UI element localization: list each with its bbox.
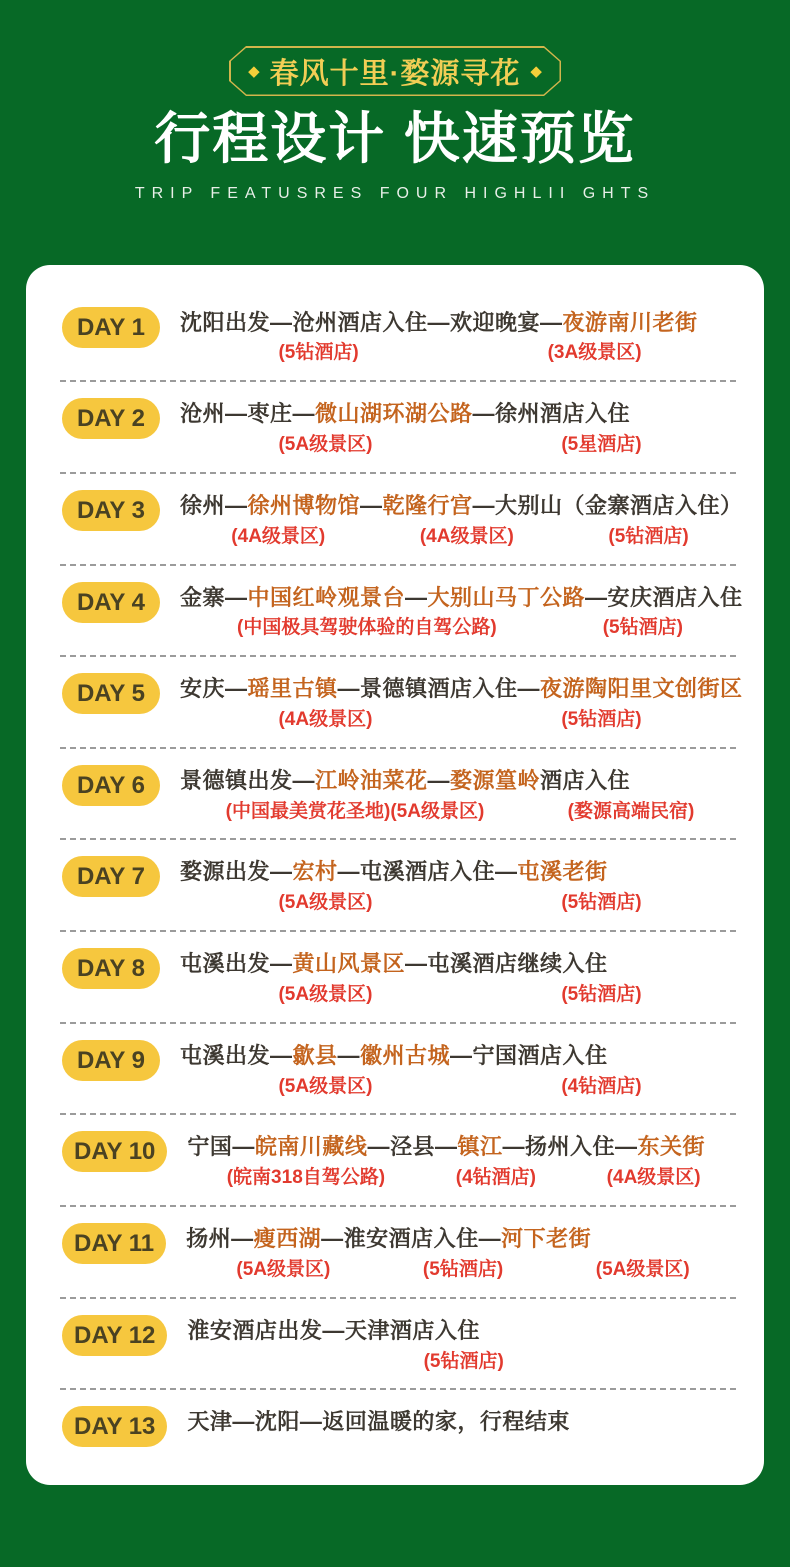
route-segment: 酒店入住 — [540, 767, 631, 793]
route-segment-highlight: 夜游南川老街 — [562, 309, 698, 335]
route-segment-highlight: 东关街 — [637, 1134, 705, 1160]
itinerary-card — [26, 265, 764, 1486]
route-segment-highlight: 徽州古城 — [360, 1042, 451, 1068]
day-route — [180, 856, 740, 888]
route-segment: 淮安酒店出发—天津酒店入住 — [187, 1317, 480, 1343]
day-separator — [60, 1113, 736, 1115]
day-notes — [180, 433, 740, 457]
route-segment: 景德镇出发— — [180, 767, 316, 793]
day-text — [187, 1315, 740, 1374]
day-badge: DAY 5 — [62, 673, 160, 714]
day-block — [56, 1131, 740, 1207]
day-notes — [180, 891, 740, 915]
day-block — [56, 1315, 740, 1391]
day-notes — [187, 1350, 740, 1374]
day-separator — [60, 838, 736, 840]
note-item: (5A级景区) — [278, 434, 373, 456]
route-segment: —大别山（金寨酒店入住） — [472, 492, 743, 518]
route-segment: 安庆— — [180, 676, 248, 702]
route-segment-highlight: 镇江 — [457, 1134, 503, 1160]
note-item: (中国极具驾驶体验的自驾公路) — [237, 617, 497, 639]
day-route — [180, 765, 740, 797]
route-segment: 婺源出发— — [180, 859, 293, 885]
day-route — [186, 1223, 740, 1255]
note-item: (4A级景区) — [606, 1167, 701, 1189]
day-text — [180, 673, 743, 732]
note-item: (5钻酒店) — [602, 617, 683, 639]
day-badge: DAY 11 — [62, 1223, 166, 1264]
note-item: (5A级景区) — [278, 1075, 373, 1097]
day-block — [56, 856, 740, 932]
route-segment-highlight: 大别山马丁公路 — [427, 584, 586, 610]
day-row — [56, 856, 740, 915]
route-segment: —安庆酒店入住 — [585, 584, 743, 610]
diamond-left-icon: ◆ — [248, 62, 260, 80]
route-segment: 扬州— — [186, 1226, 254, 1251]
day-notes — [180, 983, 740, 1007]
day-separator — [60, 655, 736, 657]
day-badge: DAY 2 — [62, 398, 160, 439]
day-route — [180, 582, 743, 614]
day-notes — [180, 525, 740, 549]
day-notes — [186, 1258, 740, 1282]
route-segment: —屯溪酒店入住— — [337, 859, 518, 885]
poster-background — [0, 46, 790, 1567]
day-notes — [180, 616, 740, 640]
day-text — [180, 398, 740, 457]
day-text — [187, 1131, 740, 1190]
day-route — [180, 948, 740, 980]
route-segment-highlight: 宏村 — [292, 859, 338, 885]
day-badge: DAY 6 — [62, 765, 160, 806]
day-badge: DAY 9 — [62, 1040, 160, 1081]
route-segment: — — [360, 492, 383, 518]
day-block — [56, 398, 740, 474]
day-notes — [180, 341, 740, 365]
route-segment: 沧州—枣庄— — [180, 401, 316, 427]
route-segment: — — [427, 767, 451, 793]
day-separator — [60, 747, 736, 749]
note-item: (皖南318自驾公路) — [226, 1167, 386, 1189]
day-block — [56, 765, 740, 841]
day-row — [56, 398, 740, 457]
route-segment-highlight: 中国红岭观景台 — [247, 584, 406, 610]
route-segment: — — [405, 584, 428, 610]
route-segment: —扬州入住— — [502, 1134, 638, 1160]
route-segment: 天津—沈阳—返回温暖的家，行程结束 — [187, 1409, 570, 1435]
day-separator — [60, 564, 736, 566]
route-segment-highlight: 屯溪老街 — [517, 859, 608, 885]
day-row — [56, 765, 740, 824]
route-segment: —宁国酒店入住 — [450, 1042, 608, 1068]
route-segment-highlight: 瑶里古镇 — [247, 676, 338, 702]
day-separator — [60, 1022, 736, 1024]
route-segment: —景德镇酒店入住— — [337, 676, 541, 702]
day-badge: DAY 10 — [62, 1131, 167, 1172]
day-text — [180, 582, 743, 641]
day-notes — [180, 708, 740, 732]
day-text — [186, 1223, 740, 1282]
route-segment: 屯溪出发— — [180, 1042, 293, 1068]
day-block — [56, 1406, 740, 1447]
route-segment-highlight: 乾隆行宫 — [382, 492, 473, 518]
day-row — [56, 307, 740, 366]
header-ribbon — [229, 46, 561, 96]
note-item: (5钻酒店) — [422, 1258, 504, 1280]
diamond-right-icon: ◆ — [530, 62, 542, 80]
note-item: (3A级景区) — [547, 342, 642, 364]
note-item: (5钻酒店) — [278, 342, 359, 364]
day-badge: DAY 12 — [62, 1315, 167, 1356]
note-item: (中国最美赏花圣地)(5A级景区) — [225, 800, 485, 822]
route-segment-highlight: 微山湖环湖公路 — [315, 401, 473, 427]
day-route — [187, 1315, 740, 1347]
note-item: (婺源高端民宿) — [567, 800, 695, 822]
route-segment: 金寨— — [180, 584, 248, 610]
note-item: (5钻酒店) — [561, 709, 642, 731]
day-block — [56, 1223, 740, 1299]
note-item: (5钻酒店) — [608, 525, 689, 547]
day-notes — [187, 1166, 740, 1190]
route-segment: —屯溪酒店继续入住 — [405, 951, 608, 977]
day-separator — [60, 930, 736, 932]
day-text — [180, 948, 740, 1007]
day-row — [56, 1315, 740, 1374]
route-segment-highlight: 江岭油菜花 — [315, 767, 428, 793]
ribbon-label: 春风十里·婺源寻花 — [269, 57, 521, 90]
day-notes — [180, 1075, 740, 1099]
day-text — [180, 856, 740, 915]
day-route — [187, 1406, 740, 1438]
route-segment: 沈阳出发—沧州酒店入住—欢迎晚宴— — [180, 309, 563, 335]
day-text — [180, 490, 743, 549]
note-item: (4A级景区) — [231, 525, 326, 547]
day-block — [56, 673, 743, 749]
route-segment-highlight: 皖南川藏线 — [254, 1134, 368, 1160]
page-title: 行程设计 快速预览 — [154, 107, 636, 170]
route-segment: — — [337, 1042, 361, 1068]
route-segment: 屯溪出发— — [180, 951, 293, 977]
day-row — [56, 490, 743, 549]
day-row — [56, 1040, 740, 1099]
day-notes — [180, 800, 740, 824]
day-block — [56, 307, 740, 383]
day-text — [180, 307, 740, 366]
route-segment-highlight: 河下老街 — [501, 1226, 592, 1251]
note-item: (5钻酒店) — [561, 892, 642, 914]
note-item: (4钻酒店) — [455, 1167, 536, 1189]
day-block — [56, 1040, 740, 1116]
note-item: (5A级景区) — [595, 1258, 690, 1280]
day-badge: DAY 4 — [62, 582, 160, 623]
day-badge: DAY 8 — [62, 948, 160, 989]
day-route — [180, 490, 743, 522]
note-item: (5A级景区) — [278, 892, 373, 914]
route-segment-highlight: 瘦西湖 — [253, 1226, 322, 1251]
route-segment: —徐州酒店入住 — [472, 401, 631, 427]
day-badge: DAY 7 — [62, 856, 160, 897]
day-row — [56, 582, 743, 641]
note-item: (5A级景区) — [278, 983, 373, 1005]
day-text — [180, 1040, 740, 1099]
day-text — [187, 1406, 740, 1438]
day-separator — [60, 1205, 736, 1207]
page-subtitle: TRIP FEATUSRES FOUR HIGHLII GHTS — [134, 184, 656, 202]
day-block — [56, 582, 743, 658]
day-separator — [60, 472, 736, 474]
note-item: (5星酒店) — [561, 434, 642, 456]
note-item: (5钻酒店) — [423, 1350, 504, 1372]
day-separator — [60, 380, 736, 382]
day-route — [180, 1040, 740, 1072]
day-row — [56, 1223, 740, 1282]
day-route — [187, 1131, 740, 1163]
day-row — [56, 1131, 740, 1190]
note-item: (5钻酒店) — [561, 983, 642, 1005]
day-block — [56, 490, 743, 566]
note-item: (5A级景区) — [236, 1258, 331, 1280]
day-separator — [60, 1297, 736, 1299]
day-badge: DAY 3 — [62, 490, 160, 531]
route-segment-highlight: 夜游陶阳里文创街区 — [540, 676, 743, 702]
note-item: (4A级景区) — [419, 525, 514, 547]
route-segment: 宁国— — [187, 1134, 255, 1160]
route-segment: 徐州— — [180, 492, 248, 518]
route-segment-highlight: 徐州博物馆 — [247, 492, 361, 518]
day-row — [56, 673, 743, 732]
route-segment: —淮安酒店入住— — [321, 1226, 502, 1251]
day-block — [56, 948, 740, 1024]
day-badge: DAY 1 — [62, 307, 160, 348]
route-segment-highlight: 婺源篁岭 — [450, 767, 541, 793]
day-route — [180, 398, 740, 430]
day-route — [180, 307, 740, 339]
route-segment-highlight: 歙县 — [292, 1042, 338, 1068]
day-text — [180, 765, 740, 824]
day-row — [56, 1406, 740, 1447]
route-segment-highlight: 黄山风景区 — [292, 951, 406, 977]
note-item: (4钻酒店) — [561, 1075, 642, 1097]
day-badge: DAY 13 — [62, 1406, 167, 1447]
day-row — [56, 948, 740, 1007]
day-route — [180, 673, 743, 705]
note-item: (4A级景区) — [278, 709, 373, 731]
day-separator — [60, 1388, 736, 1390]
route-segment: —泾县— — [367, 1134, 458, 1160]
day-list — [56, 307, 743, 1448]
